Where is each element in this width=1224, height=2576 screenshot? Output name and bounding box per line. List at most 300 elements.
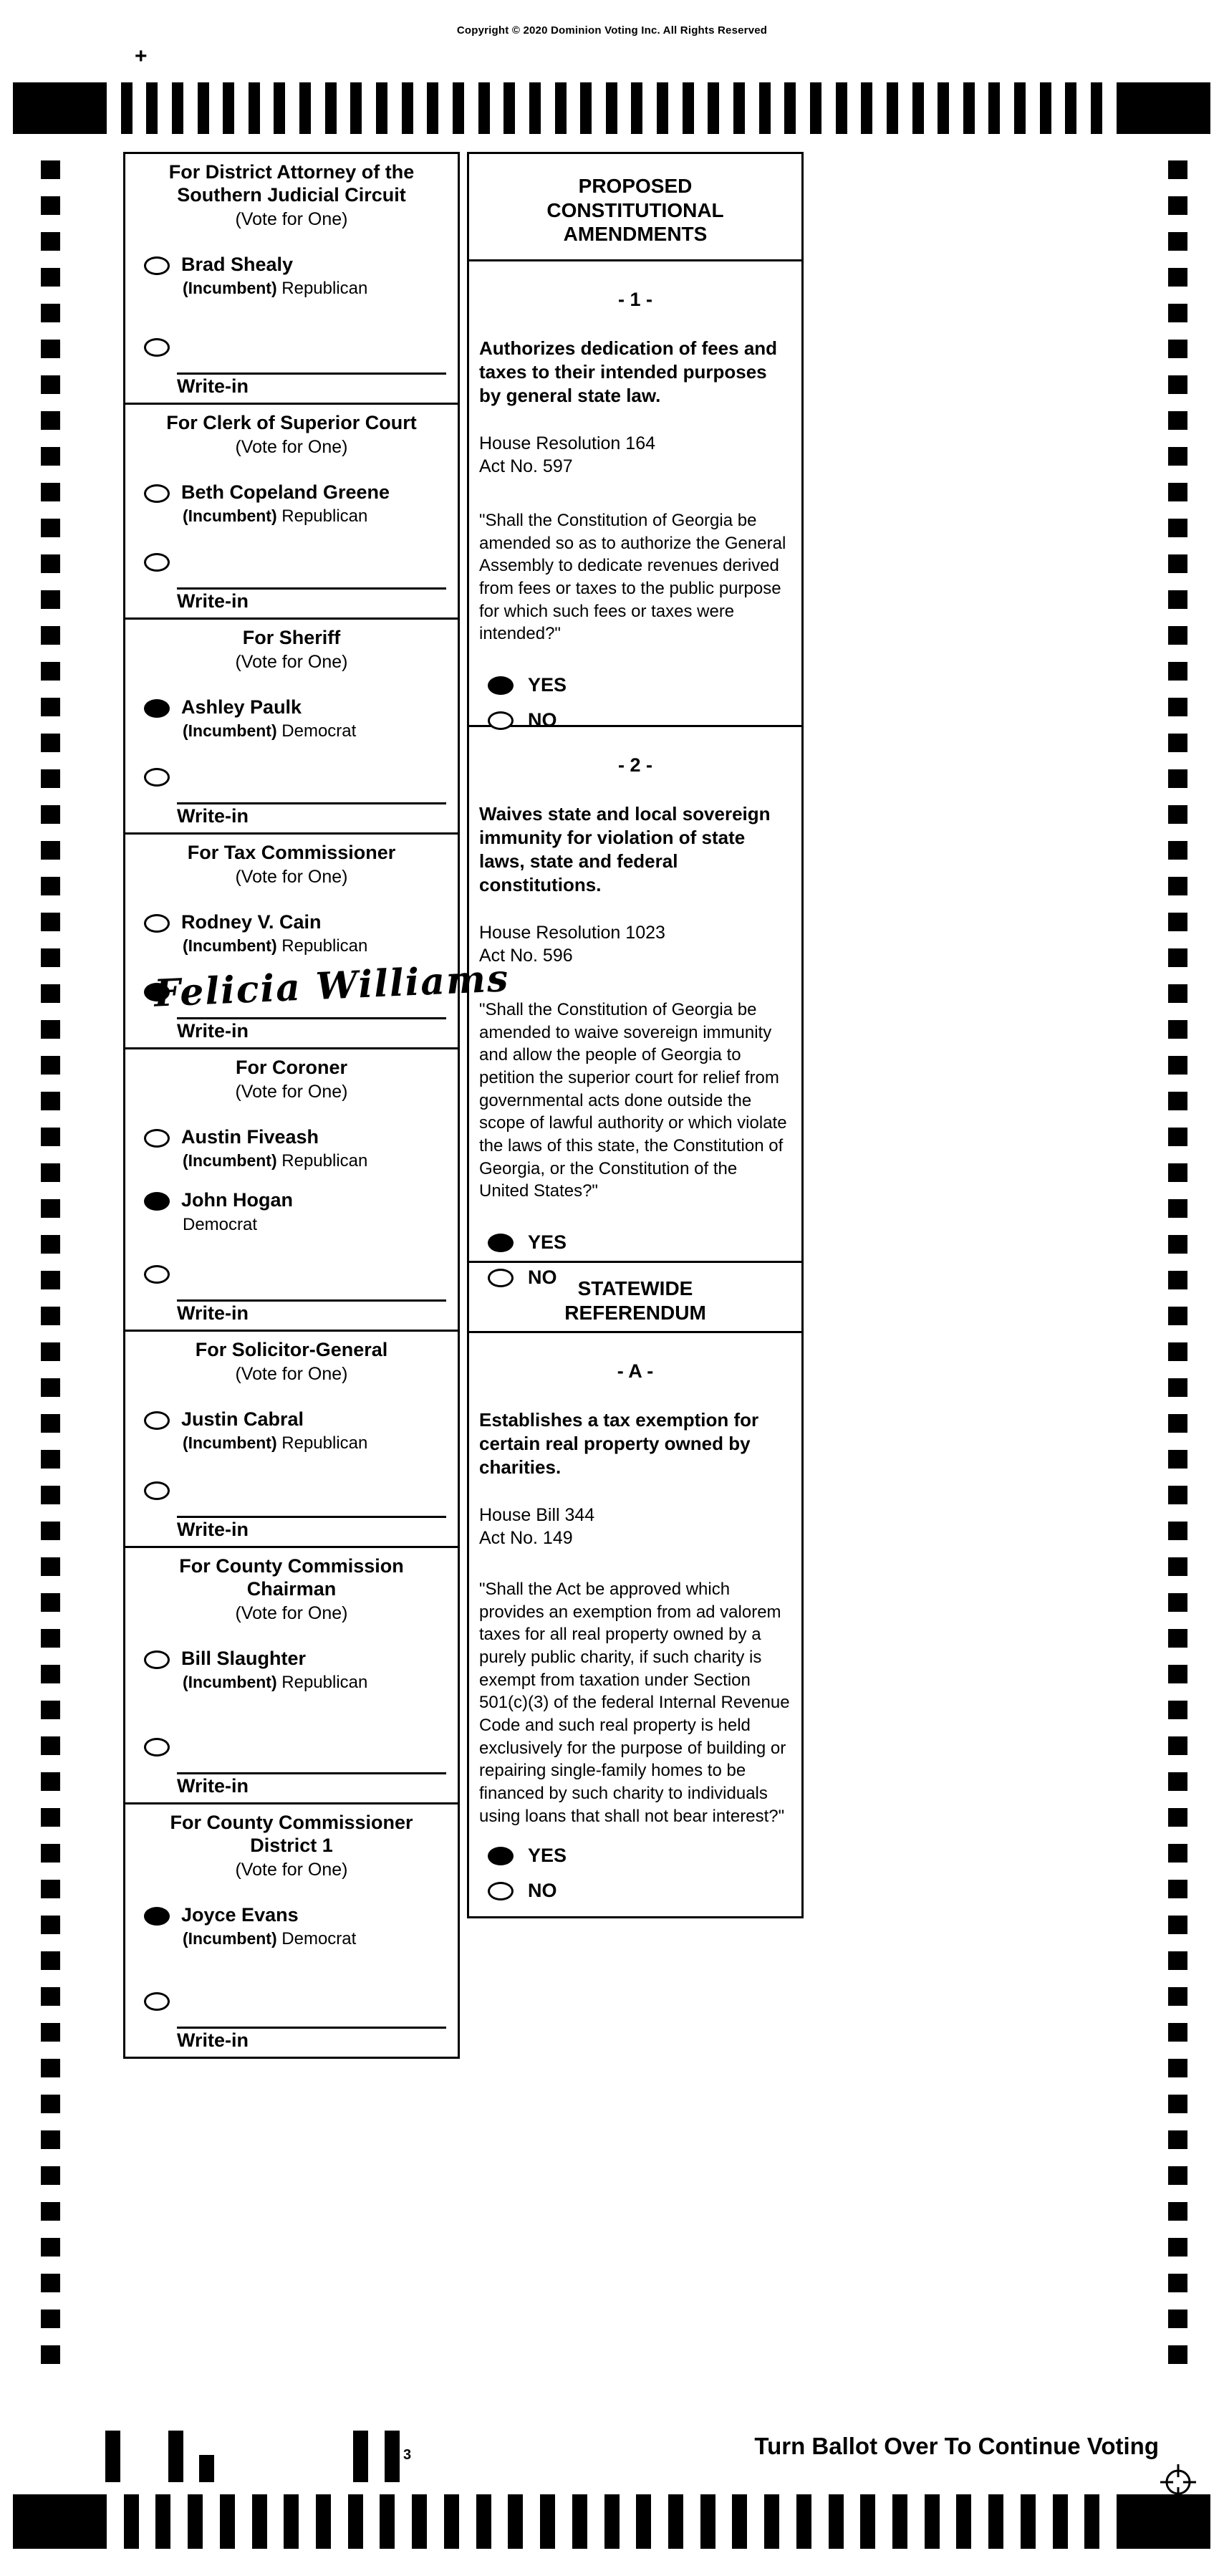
candidate-oval[interactable] xyxy=(144,484,170,503)
timing-bar xyxy=(350,82,362,134)
amendment-1 xyxy=(469,261,801,731)
candidate-row xyxy=(144,912,448,956)
statewide-referendum-header: STATEWIDE REFERENDUM xyxy=(469,1263,801,1333)
timing-mark xyxy=(41,304,60,322)
party-label: Republican xyxy=(281,1151,368,1171)
timing-mark xyxy=(1168,1486,1187,1504)
timing-bar xyxy=(956,2494,971,2549)
timing-mark xyxy=(41,411,60,430)
vote-for-one-label: (Vote for One) xyxy=(235,866,348,887)
timing-bar xyxy=(555,82,567,134)
race-sheriff xyxy=(125,620,458,835)
race-tax-commissioner xyxy=(125,835,511,1049)
timing-mark xyxy=(41,2023,60,2042)
incumbent-label: (Incumbent) xyxy=(183,506,277,526)
timing-mark xyxy=(1168,1701,1187,1719)
write-in-oval[interactable] xyxy=(144,338,170,357)
timing-mark xyxy=(41,1235,60,1254)
timing-mark xyxy=(1168,411,1187,430)
timing-bar xyxy=(444,2494,459,2549)
candidate-oval[interactable] xyxy=(144,914,170,933)
timing-mark xyxy=(1168,1522,1187,1540)
timing-mark xyxy=(41,1450,60,1469)
timing-bar xyxy=(503,82,515,134)
race-district-attorney xyxy=(125,154,458,405)
timing-bar xyxy=(299,82,311,134)
write-in-label: Write-in xyxy=(177,590,249,612)
candidate-name: Austin Fiveash xyxy=(181,1125,319,1148)
no-label: NO xyxy=(528,1267,557,1289)
incumbent-label: (Incumbent) xyxy=(183,721,277,741)
candidate-row xyxy=(144,1409,448,1453)
amendment-2 xyxy=(469,727,801,1289)
timing-mark xyxy=(41,984,60,1003)
handwritten-write-in-name: Felicia Williams xyxy=(153,956,511,1016)
timing-bar xyxy=(427,82,438,134)
timing-mark xyxy=(1168,984,1187,1003)
candidate-oval[interactable] xyxy=(144,1650,170,1669)
no-oval[interactable] xyxy=(488,1882,514,1900)
timing-mark xyxy=(1168,2130,1187,2149)
write-in-label: Write-in xyxy=(177,2029,249,2051)
timing-mark xyxy=(41,268,60,287)
timing-mark xyxy=(1168,1987,1187,2006)
write-in-label: Write-in xyxy=(177,1302,249,1324)
timing-bar xyxy=(606,82,617,134)
timing-mark xyxy=(41,2345,60,2364)
timing-mark xyxy=(1168,1414,1187,1433)
timing-bar xyxy=(572,2494,587,2549)
timing-mark xyxy=(1168,340,1187,358)
timing-bar xyxy=(540,2494,555,2549)
write-in-line[interactable] xyxy=(177,1516,446,1518)
race-solicitor-general xyxy=(125,1332,458,1548)
no-label: NO xyxy=(528,709,557,731)
timing-bar xyxy=(580,82,592,134)
write-in-line[interactable] xyxy=(177,1772,446,1774)
timing-mark xyxy=(41,554,60,573)
race-title: For County Commission Chairman xyxy=(179,1555,404,1600)
vote-for-one-label: (Vote for One) xyxy=(235,1602,348,1623)
timing-mark xyxy=(1168,1378,1187,1397)
incumbent-label: (Incumbent) xyxy=(183,279,277,298)
party-label: Republican xyxy=(281,279,368,299)
timing-mark xyxy=(1168,662,1187,681)
timing-mark xyxy=(41,1772,60,1791)
timing-mark xyxy=(41,1522,60,1540)
race-title: For Solicitor-General xyxy=(195,1339,388,1360)
party-label: Republican xyxy=(281,1433,368,1453)
party-label: Democrat xyxy=(281,721,357,741)
timing-bar xyxy=(604,2494,620,2549)
measure-references: House Resolution 164 Act No. 597 xyxy=(479,433,655,477)
write-in-row xyxy=(135,338,449,397)
timing-bar xyxy=(631,82,642,134)
timing-mark xyxy=(1168,805,1187,824)
party-label: Democrat xyxy=(281,1929,357,1949)
timing-mark xyxy=(1168,1307,1187,1325)
timing-mark xyxy=(41,805,60,824)
timing-bar xyxy=(988,2494,1003,2549)
measure-number: - A - xyxy=(617,1360,654,1382)
race-county-commission-chairman xyxy=(125,1548,458,1804)
timing-mark xyxy=(41,769,60,788)
timing-block xyxy=(1117,82,1210,134)
timing-bar xyxy=(402,82,413,134)
race-title: For Sheriff xyxy=(242,627,341,648)
timing-band-bottom xyxy=(13,2494,1210,2549)
yes-choice-row xyxy=(488,1845,791,1867)
vote-for-one-label: (Vote for One) xyxy=(235,1363,348,1384)
timing-mark xyxy=(1168,1056,1187,1075)
no-choice-row xyxy=(488,1880,791,1902)
write-in-label: Write-in xyxy=(177,805,249,827)
timing-bar xyxy=(861,82,872,134)
timing-bar xyxy=(1014,82,1026,134)
timing-mark xyxy=(1168,841,1187,860)
yes-label: YES xyxy=(528,1231,567,1254)
write-in-row xyxy=(135,553,449,612)
vote-for-one-label: (Vote for One) xyxy=(235,651,348,672)
race-title: For Clerk of Superior Court xyxy=(166,412,417,433)
party-label: Republican xyxy=(281,506,368,527)
timing-mark xyxy=(41,447,60,466)
timing-mark xyxy=(41,1808,60,1827)
timing-bar xyxy=(155,2494,170,2549)
timing-mark xyxy=(1168,268,1187,287)
timing-mark xyxy=(1168,519,1187,537)
timing-mark xyxy=(1168,554,1187,573)
timing-mark xyxy=(1168,1951,1187,1970)
no-label: NO xyxy=(528,1880,557,1902)
incumbent-label: (Incumbent) xyxy=(183,936,277,956)
measure-choices xyxy=(488,1845,791,1902)
timing-band-top xyxy=(13,82,1210,134)
copyright-line: Copyright © 2020 Dominion Voting Inc. All Rights Reserved xyxy=(456,24,768,37)
timing-mark xyxy=(1168,2310,1187,2328)
timing-mark xyxy=(41,1414,60,1433)
races-column xyxy=(123,152,511,2059)
timing-mark xyxy=(1168,1128,1187,1146)
write-in-label: Write-in xyxy=(177,375,249,397)
timing-bar xyxy=(668,2494,683,2549)
write-in-oval[interactable] xyxy=(144,768,170,787)
proposed-amendments-header: PROPOSED CONSTITUTIONAL AMENDMENTS xyxy=(469,154,801,261)
timing-mark xyxy=(1168,1916,1187,1934)
timing-mark xyxy=(41,375,60,394)
write-in-oval[interactable] xyxy=(144,553,170,572)
timing-mark xyxy=(41,1987,60,2006)
candidate-name: Bill Slaughter xyxy=(181,1647,307,1669)
timing-bar xyxy=(796,2494,811,2549)
write-in-line[interactable] xyxy=(177,587,446,590)
timing-bar xyxy=(1021,2494,1036,2549)
timing-bar xyxy=(146,82,158,134)
timing-mark xyxy=(1168,769,1187,788)
timing-mark xyxy=(41,2095,60,2113)
candidate-row xyxy=(144,482,448,527)
timing-mark xyxy=(41,1020,60,1039)
timing-mark xyxy=(1168,447,1187,466)
timing-mark xyxy=(1168,1235,1187,1254)
vote-for-one-label: (Vote for One) xyxy=(235,436,348,457)
timing-bar xyxy=(764,2494,779,2549)
timing-mark xyxy=(41,1271,60,1289)
timing-mark xyxy=(1168,734,1187,752)
candidate-oval[interactable] xyxy=(144,1129,170,1148)
write-in-line[interactable] xyxy=(177,2027,446,2029)
timing-mark xyxy=(41,1307,60,1325)
measure-number: - 2 - xyxy=(617,754,652,776)
write-in-row xyxy=(135,1265,449,1324)
measure-summary: Authorizes dedication of fees and taxes to their intended purposes by general state law. xyxy=(479,337,778,407)
yes-choice-row xyxy=(488,674,791,696)
timing-bar xyxy=(938,82,949,134)
timing-mark xyxy=(1168,1772,1187,1791)
timing-mark xyxy=(41,196,60,215)
candidate-oval[interactable] xyxy=(144,699,170,718)
timing-bar xyxy=(198,82,209,134)
yes-choice-row xyxy=(488,1231,791,1254)
timing-bar xyxy=(784,82,796,134)
candidate-row xyxy=(144,1190,448,1234)
yes-label: YES xyxy=(528,674,567,696)
timing-mark xyxy=(1168,1665,1187,1683)
timing-mark xyxy=(1168,1844,1187,1863)
timing-block xyxy=(13,2494,107,2549)
write-in-row xyxy=(135,956,511,1042)
candidate-name: Beth Copeland Greene xyxy=(181,481,390,503)
timing-mark xyxy=(41,1486,60,1504)
timing-mark xyxy=(41,1342,60,1361)
timing-mark xyxy=(41,1557,60,1576)
timing-mark xyxy=(1168,590,1187,609)
candidate-row xyxy=(144,1127,448,1171)
write-in-label: Write-in xyxy=(177,1519,249,1540)
candidate-name: Ashley Paulk xyxy=(181,696,302,718)
timing-mark xyxy=(41,1199,60,1218)
timing-bar xyxy=(325,82,337,134)
timing-mark xyxy=(41,2166,60,2185)
timing-bar xyxy=(708,82,719,134)
timing-mark xyxy=(41,877,60,895)
turn-ballot-over-instruction: Turn Ballot Over To Continue Voting xyxy=(754,2433,1159,2459)
candidate-oval[interactable] xyxy=(144,1907,170,1926)
timing-bar xyxy=(683,82,694,134)
timing-bar xyxy=(657,82,668,134)
timing-bar xyxy=(700,2494,715,2549)
measure-question: "Shall the Constitution of Georgia be amended to waive sovereign immunity and allow the people of Georgia to petition the superior court for relief from governmental acts done outside the scope of lawful authority or which violate the laws of this state, the Constitution of Georgia, or the Constitution of the United States?" xyxy=(479,1000,787,1201)
timing-mark xyxy=(41,2310,60,2328)
timing-mark xyxy=(1168,1020,1187,1039)
timing-mark xyxy=(1168,1163,1187,1182)
candidate-row xyxy=(144,1905,448,1949)
race-title: For Tax Commissioner xyxy=(187,842,396,863)
timing-mark xyxy=(41,590,60,609)
timing-bar xyxy=(380,2494,395,2549)
party-label: Republican xyxy=(281,1673,368,1693)
registration-plus-mark: + xyxy=(135,44,148,68)
candidate-detail xyxy=(183,279,367,299)
candidate-name: Justin Cabral xyxy=(181,1408,304,1430)
timing-mark xyxy=(41,734,60,752)
timing-mark xyxy=(41,698,60,716)
timing-mark xyxy=(1168,375,1187,394)
timing-mark xyxy=(1168,483,1187,501)
timing-bar xyxy=(453,82,464,134)
timing-mark xyxy=(41,1701,60,1719)
timing-mark xyxy=(41,1092,60,1110)
write-in-line[interactable] xyxy=(177,802,446,804)
timing-bar xyxy=(829,2494,844,2549)
candidate-detail xyxy=(183,936,367,956)
write-in-row xyxy=(135,768,449,827)
candidate-oval[interactable] xyxy=(144,1192,170,1211)
timing-mark xyxy=(1168,1450,1187,1469)
timing-mark xyxy=(1168,304,1187,322)
timing-bar xyxy=(478,82,490,134)
write-in-oval[interactable] xyxy=(144,1265,170,1284)
incumbent-label: (Incumbent) xyxy=(183,1433,277,1453)
write-in-oval[interactable] xyxy=(144,1992,170,2011)
write-in-row xyxy=(135,1738,449,1797)
timing-bar xyxy=(1065,82,1076,134)
yes-oval[interactable] xyxy=(488,676,514,695)
race-clerk-superior-court xyxy=(125,405,458,620)
timing-mark xyxy=(1168,877,1187,895)
timing-mark xyxy=(1168,1342,1187,1361)
timing-bar xyxy=(636,2494,651,2549)
timing-mark xyxy=(1168,1736,1187,1755)
timing-mark xyxy=(1168,2059,1187,2077)
timing-bar xyxy=(925,2494,940,2549)
yes-oval[interactable] xyxy=(488,1847,514,1865)
timing-mark xyxy=(41,1163,60,1182)
timing-bar xyxy=(1091,82,1102,134)
vote-for-one-label: (Vote for One) xyxy=(235,208,348,229)
timing-bar xyxy=(912,82,924,134)
timing-mark xyxy=(41,1916,60,1934)
write-in-oval[interactable] xyxy=(144,1738,170,1756)
timing-bar xyxy=(860,2494,875,2549)
candidate-row xyxy=(144,1648,448,1693)
write-in-oval[interactable] xyxy=(144,1481,170,1500)
timing-mark xyxy=(41,1665,60,1683)
timing-mark xyxy=(1168,1808,1187,1827)
timing-mark xyxy=(1168,1271,1187,1289)
timing-bar xyxy=(476,2494,491,2549)
timing-mark xyxy=(1168,2095,1187,2113)
timing-bar xyxy=(733,82,745,134)
timing-mark xyxy=(1168,1557,1187,1576)
timing-mark xyxy=(1168,698,1187,716)
timing-bar xyxy=(376,82,387,134)
timing-bar xyxy=(188,2494,203,2549)
timing-bar xyxy=(810,82,821,134)
measure-references: House Resolution 1023 Act No. 596 xyxy=(479,923,665,966)
timing-bar xyxy=(412,2494,427,2549)
write-in-label: Write-in xyxy=(177,1020,249,1042)
timing-mark xyxy=(41,2059,60,2077)
measure-question: "Shall the Constitution of Georgia be amended so as to authorize the General Assembly to dedicate revenues derived from fees or taxes to the public purpose for which such fees or taxes were intended?" xyxy=(479,511,786,644)
race-title: For Coroner xyxy=(235,1057,347,1078)
timing-mark xyxy=(41,2202,60,2221)
timing-mark xyxy=(1168,196,1187,215)
timing-mark xyxy=(1168,160,1187,179)
timing-bar xyxy=(963,82,975,134)
timing-bar xyxy=(529,82,541,134)
timing-mark xyxy=(1168,1199,1187,1218)
candidate-row xyxy=(144,697,448,741)
timing-bar xyxy=(348,2494,363,2549)
write-in-row xyxy=(135,1481,449,1540)
write-in-line[interactable] xyxy=(177,373,446,375)
measure-summary: Establishes a tax exemption for certain real property owned by charities. xyxy=(479,1409,759,1479)
candidate-oval[interactable] xyxy=(144,256,170,275)
timing-mark xyxy=(41,662,60,681)
timing-mark xyxy=(41,340,60,358)
measure-number: - 1 - xyxy=(617,289,652,310)
timing-mark xyxy=(1168,913,1187,931)
incumbent-label: (Incumbent) xyxy=(183,1673,277,1692)
timing-bar xyxy=(1084,2494,1099,2549)
timing-marks-left xyxy=(41,160,60,2381)
timing-bar xyxy=(274,82,285,134)
timing-bar xyxy=(220,2494,235,2549)
vote-for-one-label: (Vote for One) xyxy=(235,1859,348,1880)
timing-mark xyxy=(41,483,60,501)
timing-mark xyxy=(1168,2238,1187,2257)
candidate-detail xyxy=(183,506,390,527)
party-label: Republican xyxy=(281,936,368,956)
candidate-detail xyxy=(183,1215,293,1235)
timing-mark xyxy=(41,160,60,179)
party-label: Democrat xyxy=(183,1214,258,1234)
timing-bar xyxy=(836,82,847,134)
timing-mark xyxy=(1168,1629,1187,1648)
timing-mark xyxy=(41,1593,60,1612)
timing-mark xyxy=(1168,948,1187,967)
timing-bar xyxy=(223,82,234,134)
timing-bar xyxy=(124,2494,139,2549)
timing-mark xyxy=(1168,2166,1187,2185)
timing-bar xyxy=(508,2494,523,2549)
write-in-line[interactable] xyxy=(177,1299,446,1302)
timing-mark xyxy=(41,519,60,537)
referendum-a xyxy=(469,1333,801,1916)
timing-mark xyxy=(41,1880,60,1898)
timing-bar xyxy=(892,2494,907,2549)
incumbent-label: (Incumbent) xyxy=(183,1151,277,1171)
timing-bar xyxy=(252,2494,267,2549)
candidate-row xyxy=(144,254,448,299)
measure-summary: Waives state and local sovereign immunity for violation of state laws, state and federal constitutions. xyxy=(479,803,771,896)
timing-bar xyxy=(988,82,1000,134)
candidate-oval[interactable] xyxy=(144,1411,170,1430)
race-county-commissioner-district-1 xyxy=(125,1804,458,2057)
timing-mark xyxy=(41,2238,60,2257)
candidate-name: John Hogan xyxy=(181,1189,293,1211)
timing-bar xyxy=(249,82,260,134)
timing-mark xyxy=(41,1629,60,1648)
timing-bar xyxy=(284,2494,299,2549)
timing-bar xyxy=(1053,2494,1068,2549)
measures-column xyxy=(467,152,804,1918)
timing-bar xyxy=(887,82,898,134)
yes-oval[interactable] xyxy=(488,1234,514,1252)
write-in-line[interactable] xyxy=(177,1017,446,1019)
measure-references: House Bill 344 Act No. 149 xyxy=(479,1505,595,1549)
